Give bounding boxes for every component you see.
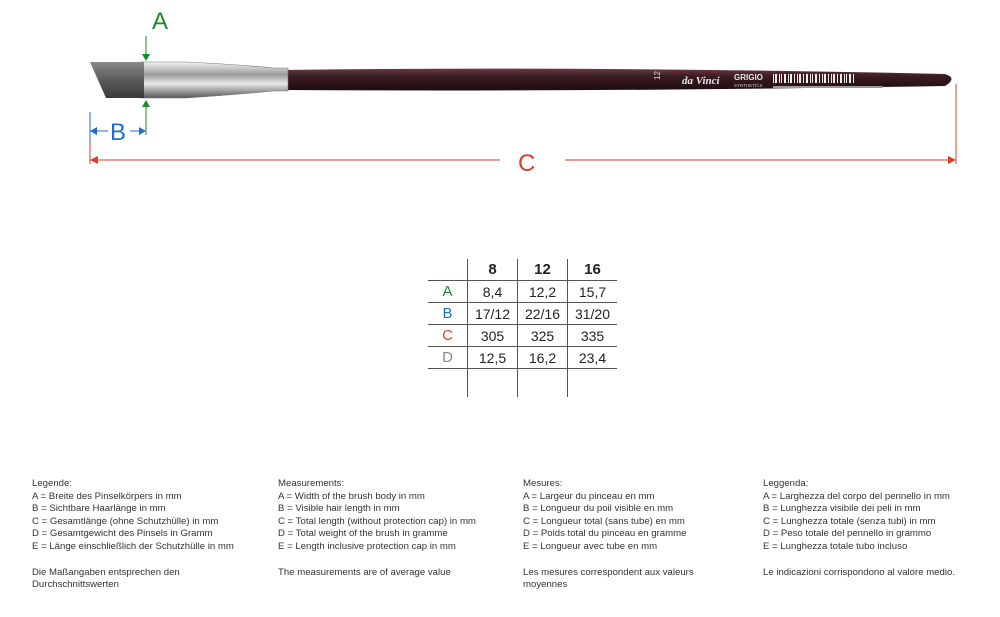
legend-line: C = Longueur total (sans tube) en mm: [523, 515, 685, 527]
legend-line: B = Longueur du poil visible en mm: [523, 503, 674, 515]
legend-line: B = Sichtbare Haarlänge in mm: [32, 503, 166, 515]
table-cell: [568, 369, 618, 398]
legend-title: Mesures:: [523, 478, 563, 489]
legend-note: Le indicazioni corrispondono al valore medio.: [763, 566, 955, 578]
legend-french: [523, 478, 748, 592]
barcode-digits: [773, 86, 883, 88]
legend-title: Legende:: [32, 478, 73, 489]
legend-line: D = Peso totale del pennello in grammo: [763, 528, 932, 540]
table-header-row: [428, 259, 617, 281]
table-cell: [518, 369, 568, 398]
legend-line: E = Lunghezza totale tubo incluso: [763, 540, 908, 552]
table-cell: 305: [468, 325, 518, 347]
legend-note: The measurements are of average value: [278, 566, 451, 578]
legend-line: A = Breite des Pinselkörpers in mm: [32, 490, 182, 502]
table-cell: 23,4: [568, 347, 618, 369]
legend-line: A = Larghezza del corpo del pennello in mm: [763, 490, 950, 502]
table-row: [428, 325, 617, 347]
legend-line: A = Width of the brush body in mm: [278, 490, 425, 502]
legend-line: D = Total weight of the brush in gramme: [278, 528, 448, 540]
table-cell: 31/20: [568, 303, 618, 325]
table-cell: 22/16: [518, 303, 568, 325]
legend-title: Measurements:: [278, 478, 345, 489]
table-cell: 16,2: [518, 347, 568, 369]
legend-title: Leggenda:: [763, 478, 809, 489]
table-cell: [468, 369, 518, 398]
legend-line: D = Poids total du pinceau en gramme: [523, 528, 687, 540]
dimension-b-label: B: [110, 119, 127, 146]
row-label-a: A: [428, 281, 468, 303]
table-cell: 12,2: [518, 281, 568, 303]
table-corner: [428, 259, 468, 281]
table-cell: 335: [568, 325, 618, 347]
legend-english: [278, 478, 513, 579]
brush-diagram: [0, 0, 1000, 200]
table-row: [428, 347, 617, 369]
table-cell: [428, 369, 468, 398]
brush-hair: [90, 62, 144, 98]
legend-line: E = Longueur avec tube en mm: [523, 540, 658, 552]
brush-brand-print: da Vinci: [682, 75, 720, 87]
legend-line: C = Total length (without protection cap) in mm: [278, 515, 476, 527]
legend-line: B = Lunghezza visibile dei peli in mm: [763, 503, 921, 515]
brush-sub-print: SYNTHETICS: [734, 83, 763, 88]
row-label-b: B: [428, 303, 468, 325]
table-row: [428, 303, 617, 325]
brush-size-print: 12: [653, 71, 662, 80]
table-header: 12: [518, 259, 568, 281]
table-row: [428, 281, 617, 303]
legend-line: C = Gesamtlänge (ohne Schutzhülle) in mm: [32, 515, 219, 527]
legend-note: Die Maßangaben entsprechen den Durchschnittswerten: [32, 566, 180, 591]
table-header: 8: [468, 259, 518, 281]
legend-line: B = Visible hair length in mm: [278, 503, 400, 515]
brush-series-print: GRIGIO: [734, 73, 763, 82]
legend-line: A = Largeur du pinceau en mm: [523, 490, 655, 502]
legend-german: [32, 478, 262, 592]
size-table: [428, 259, 617, 397]
table-header: 16: [568, 259, 618, 281]
legend-line: E = Länge einschließlich der Schutzhülle in mm: [32, 540, 234, 552]
table-cell: 17/12: [468, 303, 518, 325]
legend-note: Les mesures correspondent aux valeurs moyennes: [523, 566, 694, 591]
dimension-a-label: A: [152, 8, 169, 35]
table-cell: 15,7: [568, 281, 618, 303]
table-cell: 8,4: [468, 281, 518, 303]
row-label-c: C: [428, 325, 468, 347]
legend-italian: [763, 478, 993, 579]
legend-line: E = Length inclusive protection cap in mm: [278, 540, 456, 552]
row-label-d: D: [428, 347, 468, 369]
table-empty-row: [428, 369, 617, 398]
dimension-c-label: C: [518, 150, 536, 177]
brush-ferrule: [140, 62, 288, 98]
table-cell: 325: [518, 325, 568, 347]
table-cell: 12,5: [468, 347, 518, 369]
legend-line: C = Lunghezza totale (senza tubi) in mm: [763, 515, 936, 527]
legend-line: D = Gesamtgewicht des Pinsels in Gramm: [32, 528, 213, 540]
